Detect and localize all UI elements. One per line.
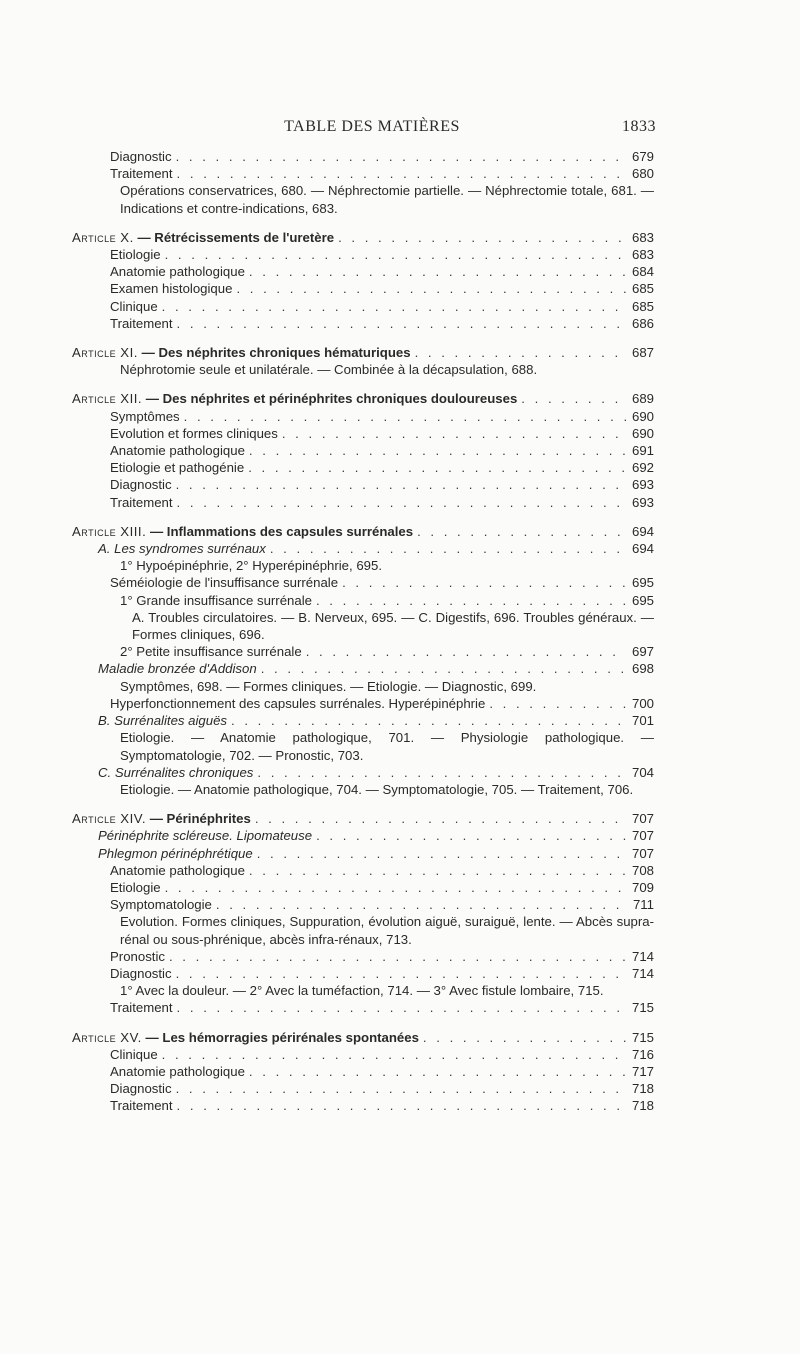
toc-section: A. Les syndromes surrénaux . . . 694 bbox=[98, 540, 654, 557]
toc-paragraph: Opérations conservatrices, 680. — Néphrectomie partielle. — Néphrectomie totale, 681. — Indications et contre-indications, 683. bbox=[120, 183, 654, 216]
toc-entry: Clinique . . . 685 bbox=[98, 298, 654, 315]
toc-section: B. Surrénalites aiguës . . . 701 bbox=[98, 712, 654, 729]
toc-paragraph: 1° Hypoépinéphrie, 2° Hyperépinéphrie, 695. bbox=[120, 558, 383, 574]
toc-article: Article XIII. — Inflammations des capsules surrénales . . . 694 bbox=[98, 523, 654, 540]
toc-entry: Diagnostic . . . 679 bbox=[98, 148, 654, 165]
toc-entry: Anatomie pathologique . . . 691 bbox=[98, 442, 654, 459]
toc-entry: Hyperfonctionnement des capsules surrénales. Hyperépinéphrie . . . 700 bbox=[98, 695, 654, 712]
toc-entry: Anatomie pathologique . . . 684 bbox=[98, 263, 654, 280]
toc-entry: Evolution et formes cliniques . . . 690 bbox=[98, 425, 654, 442]
toc-paragraph: 1° Avec la douleur. — 2° Avec la tuméfaction, 714. — 3° Avec fistule lombaire, 715. bbox=[120, 983, 604, 999]
toc-entry: Anatomie pathologique . . . 708 bbox=[98, 862, 654, 879]
toc-paragraph: Symptômes, 698. — Formes cliniques. — Etiologie. — Diagnostic, 699. bbox=[120, 678, 537, 694]
toc-article: Article XIV. — Périnéphrites . . . 707 bbox=[98, 810, 654, 827]
toc-entry: 1° Grande insuffisance surrénale . . . 695 bbox=[98, 592, 654, 609]
toc-entry: Etiologie . . . 709 bbox=[98, 879, 654, 896]
toc-paragraph: Néphrotomie seule et unilatérale. — Combinée à la décapsulation, 688. bbox=[120, 362, 538, 378]
toc-entry: Pronostic . . . 714 bbox=[98, 948, 654, 965]
toc-entry: Anatomie pathologique . . . 717 bbox=[98, 1063, 654, 1080]
page-number: 1833 bbox=[622, 118, 656, 135]
toc-section: Maladie bronzée d'Addison . . . 698 bbox=[98, 660, 654, 677]
toc-paragraph: Etiologie. — Anatomie pathologique, 701. — Physiologie pathologique. — Symptomatologie, 702. — Pronostic, 703. bbox=[120, 730, 654, 763]
toc-entry: Traitement . . . 686 bbox=[98, 315, 654, 332]
toc-section: C. Surrénalites chroniques . . . 704 bbox=[98, 764, 654, 781]
toc-paragraph: Evolution. Formes cliniques, Suppuration, évolution aiguë, suraiguë, lente. — Abcès supra-rénal ou sous-phrénique, abcès infra-rénaux, 713. bbox=[120, 914, 654, 947]
toc-paragraph: A. Troubles circulatoires. — B. Nerveux, 695. — C. Digestifs, 696. Troubles généraux. — Formes cliniques, 696. bbox=[132, 609, 654, 643]
running-title: TABLE DES MATIÈRES bbox=[284, 118, 460, 135]
toc-section: Périnéphrite scléreuse. Lipomateuse . . . 707 bbox=[98, 827, 654, 844]
toc-entry: 2° Petite insuffisance surrénale . . . 697 bbox=[98, 643, 654, 660]
toc-entry: Examen histologique . . . 685 bbox=[98, 280, 654, 297]
toc-article: Article X. — Rétrécissements de l'uretère . . . 683 bbox=[98, 229, 654, 246]
toc-entry: Traitement . . . 680 bbox=[98, 165, 654, 182]
toc-entry: Symptomatologie . . . 711 bbox=[98, 896, 654, 913]
toc-entry: Traitement . . . 718 bbox=[98, 1097, 654, 1114]
toc-entry: Séméiologie de l'insuffisance surrénale . . . 695 bbox=[98, 574, 654, 591]
toc-entry: Etiologie et pathogénie . . . 692 bbox=[98, 459, 654, 476]
toc-entry: Diagnostic . . . 693 bbox=[98, 476, 654, 493]
toc-entry: Traitement . . . 715 bbox=[98, 999, 654, 1016]
toc-paragraph: Etiologie. — Anatomie pathologique, 704. — Symptomatologie, 705. — Traitement, 706. bbox=[120, 781, 634, 797]
toc-entry: Clinique . . . 716 bbox=[98, 1046, 654, 1063]
toc-section: Phlegmon périnéphrétique . . . 707 bbox=[98, 845, 654, 862]
toc-article: Article XII. — Des néphrites et périnéphrites chroniques douloureuses . . . 689 bbox=[98, 390, 654, 407]
toc-entry: Diagnostic . . . 714 bbox=[98, 965, 654, 982]
toc-entry: Symptômes . . . 690 bbox=[98, 408, 654, 425]
table-of-contents bbox=[72, 148, 654, 1115]
toc-article: Article XV. — Les hémorragies périrénales spontanées . . . 715 bbox=[98, 1029, 654, 1046]
toc-entry: Etiologie . . . 683 bbox=[98, 246, 654, 263]
toc-entry: Diagnostic . . . 718 bbox=[98, 1080, 654, 1097]
toc-article: Article XI. — Des néphrites chroniques hématuriques . . . 687 bbox=[98, 344, 654, 361]
toc-entry: Traitement . . . 693 bbox=[98, 494, 654, 511]
